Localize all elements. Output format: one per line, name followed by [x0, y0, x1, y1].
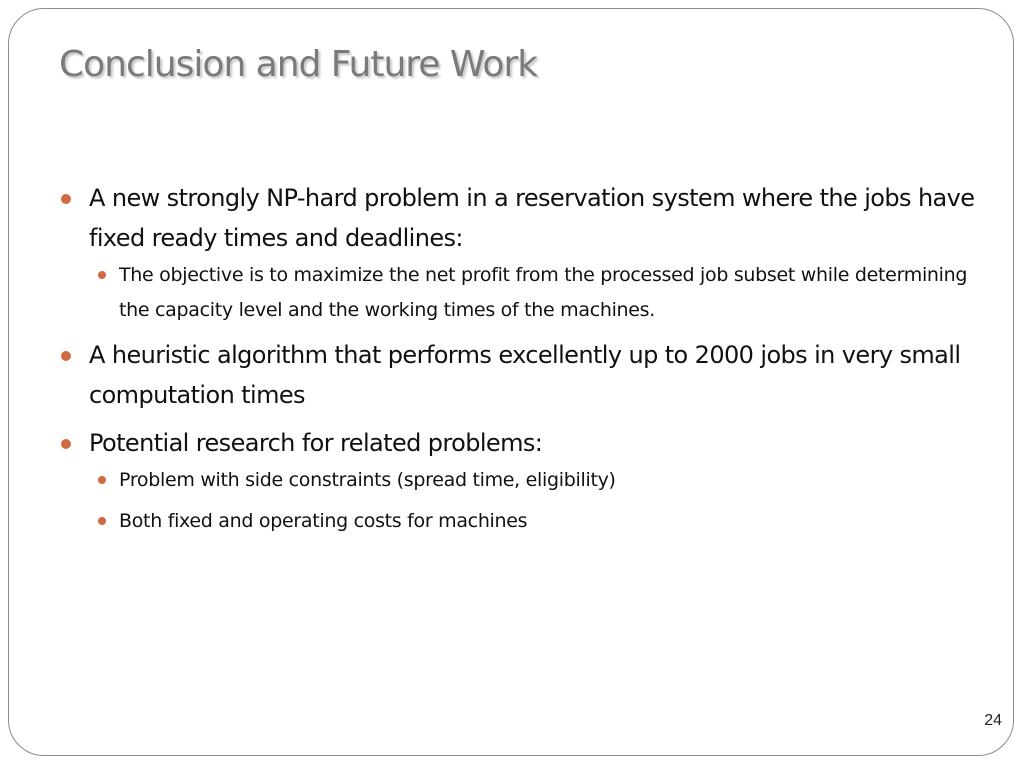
sub-bullet-item — [89, 463, 978, 498]
bullet-icon — [61, 194, 71, 204]
sub-bullet-text: Both fixed and operating costs for machines — [119, 509, 528, 532]
sub-bullet-icon — [98, 517, 106, 525]
bullet-item — [58, 178, 978, 327]
sub-bullet-list — [89, 463, 978, 538]
bullet-text: A new strongly NP-hard problem in a reservation system where the jobs have fixed ready times and deadlines: — [89, 184, 975, 252]
sub-bullet-item — [89, 258, 978, 327]
page-number: 24 — [984, 712, 1002, 729]
sub-bullet-icon — [98, 476, 106, 484]
bullet-list — [58, 178, 978, 538]
bullet-icon — [61, 351, 71, 361]
slide-title: Conclusion and Future Work — [59, 44, 538, 85]
sub-bullet-item — [89, 504, 978, 539]
sub-bullet-icon — [98, 271, 106, 279]
bullet-text: Potential research for related problems: — [89, 429, 543, 457]
sub-bullet-text: Problem with side constraints (spread time, eligibility) — [119, 469, 616, 491]
bullet-item — [58, 423, 978, 538]
sub-bullet-text: The objective is to maximize the net profit from the processed job subset while determining the capacity level and the working times of the machines. — [119, 264, 968, 321]
sub-bullet-list — [89, 258, 978, 327]
bullet-item — [58, 335, 978, 415]
bullet-icon — [61, 439, 71, 449]
bullet-text: A heuristic algorithm that performs excellently up to 2000 jobs in very small computation times — [89, 341, 961, 409]
slide-content — [58, 178, 978, 546]
